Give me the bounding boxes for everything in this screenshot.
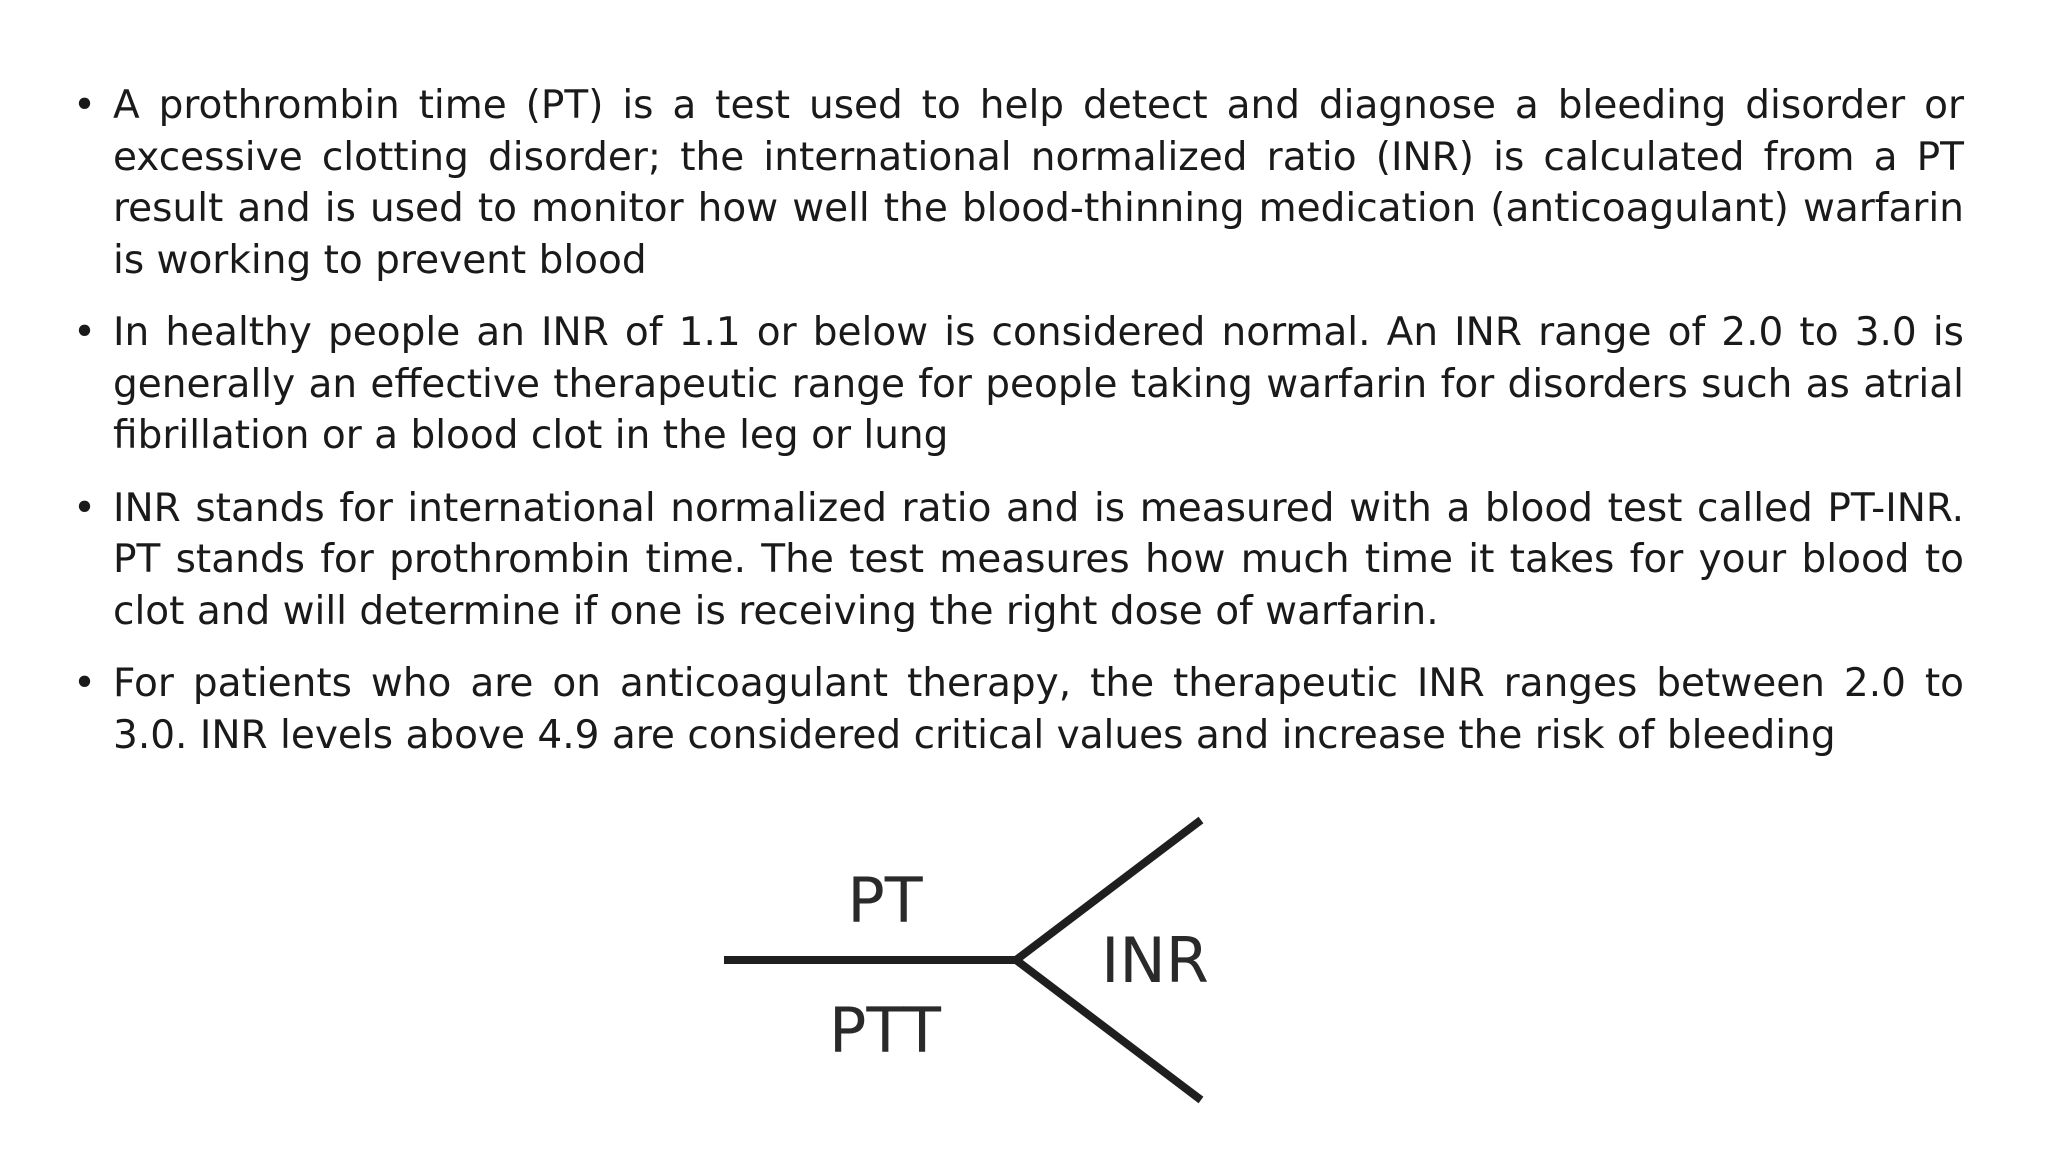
bullet-text: INR stands for international normalized ratio and is measured with a blood test called PT-INR. PT stands for prothrombin time. The test measures how much time it takes for your blood to clot and will determine if one is receiving the right dose of warfarin. — [113, 485, 1964, 634]
bullet-dot: • — [73, 310, 97, 355]
bullet-text: In healthy people an INR of 1.1 or below is considered normal. An INR range of 2.0 to 3.0 is generally an effective therapeutic range for people taking warfarin for disorders such as atrial fibrillation or a blood clot in the leg or lung — [113, 310, 1964, 458]
diagram-svg — [700, 810, 1220, 1110]
bullet-item — [73, 307, 1964, 462]
diagram-label-inr: INR — [1101, 924, 1209, 997]
bullet-text: A prothrombin time (PT) is a test used to help detect and diagnose a bleeding disorder or excessive clotting disorder; the international normalized ratio (INR) is calculated from a PT result and is used to monitor how well the blood-thinning medication (anticoagulant) warfarin is working to prevent blood — [113, 83, 1964, 283]
bullet-item — [73, 658, 1964, 761]
bullet-item — [73, 483, 1964, 638]
bullet-text: For patients who are on anticoagulant therapy, the therapeutic INR ranges between 2.0 to 3.0. INR levels above 4.9 are considered critical values and increase the risk of bleeding — [113, 661, 1964, 758]
bullet-dot: • — [73, 83, 97, 128]
bullet-dot: • — [73, 661, 97, 706]
bullet-list — [0, 80, 2048, 782]
diagram-label-pt: PT — [847, 864, 923, 937]
pt-ptt-inr-diagram — [700, 810, 1220, 1110]
diagram-label-ptt: PTT — [828, 994, 942, 1067]
bullet-dot: • — [73, 485, 97, 531]
bullet-item — [73, 80, 1964, 286]
